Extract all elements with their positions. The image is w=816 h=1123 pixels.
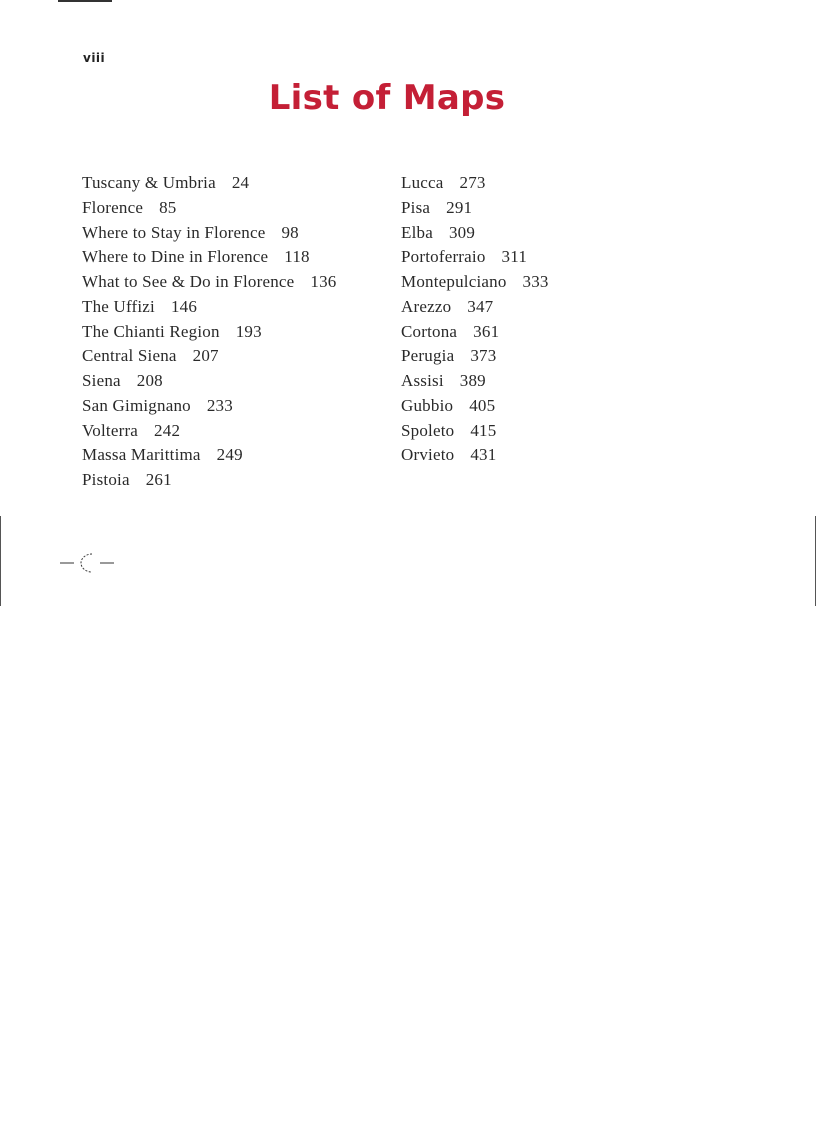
map-list-item: [82, 295, 392, 320]
page-number: viii: [83, 51, 106, 65]
map-name: Arezzo: [401, 296, 452, 316]
map-list-item: [401, 344, 701, 369]
map-page-number: 431: [470, 445, 497, 465]
map-page-number: 273: [459, 173, 486, 192]
map-name: What to See & Do in Florence: [82, 272, 295, 291]
map-name: Where to Dine in Florence: [82, 247, 269, 267]
map-list-item: [82, 270, 392, 295]
map-list-item: [401, 221, 701, 246]
map-page-number: 405: [469, 395, 496, 415]
map-page-number: 98: [281, 222, 299, 242]
map-list-item: [401, 419, 701, 444]
map-list-item: [401, 369, 701, 394]
map-list-item: [82, 196, 392, 221]
map-name: San Gimignano: [82, 395, 191, 415]
map-page-number: 208: [136, 371, 163, 390]
map-name: Portoferraio: [401, 247, 486, 267]
map-list-item: [82, 419, 392, 444]
map-page-number: 85: [159, 197, 177, 217]
map-list-item: [82, 221, 392, 246]
map-name: Volterra: [82, 420, 139, 440]
crop-mark-left: [0, 516, 1, 606]
map-name: Pistoia: [82, 470, 130, 489]
map-page-number: 309: [448, 222, 476, 242]
map-name: Cortona: [401, 321, 458, 341]
map-page-number: 291: [446, 197, 473, 217]
map-page-number: 146: [170, 296, 198, 316]
map-page-number: 373: [470, 346, 497, 366]
registration-mark-icon: [60, 551, 114, 575]
map-name: Central Siena: [82, 346, 177, 366]
map-list-item: [401, 196, 701, 221]
map-list-item: [82, 369, 392, 394]
maps-list-left-column: [82, 171, 392, 493]
map-page-number: 361: [473, 321, 500, 341]
map-name: Siena: [82, 371, 121, 390]
map-page-number: 193: [235, 321, 262, 341]
map-name: Perugia: [401, 346, 455, 366]
map-list-item: [401, 443, 701, 468]
map-page-number: 347: [467, 296, 494, 316]
map-page-number: 261: [145, 470, 172, 489]
map-list-item: [401, 245, 701, 270]
map-page-number: 242: [154, 420, 181, 440]
map-list-item: [82, 468, 392, 493]
map-page-number: 311: [501, 247, 528, 267]
map-list-item: [82, 245, 392, 270]
map-page-number: 118: [284, 247, 310, 267]
map-name: Massa Marittima: [82, 445, 201, 465]
map-page-number: 233: [206, 395, 233, 415]
map-list-item: [401, 270, 701, 295]
map-page-number: 415: [470, 420, 497, 440]
map-page-number: 24: [231, 173, 250, 192]
map-name: The Chianti Region: [82, 321, 220, 341]
maps-list-right-column: [401, 171, 701, 468]
crop-mark-top: [58, 0, 112, 2]
map-list-item: [401, 171, 701, 196]
map-list-item: [82, 443, 392, 468]
map-page-number: 389: [459, 371, 486, 390]
map-name: Orvieto: [401, 445, 455, 465]
map-name: Montepulciano: [401, 272, 507, 291]
map-name: Elba: [401, 222, 433, 242]
map-name: Assisi: [401, 371, 444, 390]
map-list-item: [401, 394, 701, 419]
map-name: Gubbio: [401, 395, 454, 415]
map-page-number: 249: [216, 445, 243, 465]
map-name: Florence: [82, 197, 144, 217]
map-page-number: 207: [192, 346, 219, 366]
map-name: Where to Stay in Florence: [82, 222, 266, 242]
map-list-item: [82, 394, 392, 419]
map-list-item: [82, 344, 392, 369]
map-list-item: [82, 171, 392, 196]
map-name: Lucca: [401, 173, 444, 192]
page-title: List of Maps: [268, 78, 506, 118]
map-page-number: 333: [522, 272, 549, 291]
map-name: Pisa: [401, 197, 431, 217]
map-page-number: 136: [310, 272, 337, 291]
map-name: Spoleto: [401, 420, 455, 440]
map-list-item: [401, 295, 701, 320]
map-list-item: [401, 320, 701, 345]
map-name: The Uffizi: [82, 296, 155, 316]
map-list-item: [82, 320, 392, 345]
map-name: Tuscany & Umbria: [82, 173, 216, 192]
